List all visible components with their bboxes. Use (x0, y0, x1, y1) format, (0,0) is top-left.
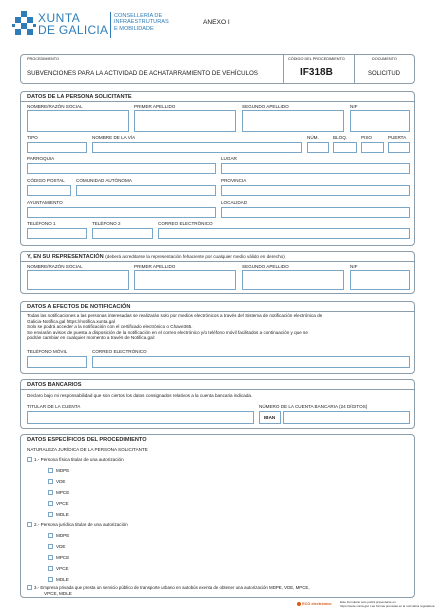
applicant-type-label: TIPO (27, 135, 38, 140)
opt2-mdle-label: MDLE (56, 577, 69, 582)
applicant-nif-field[interactable] (350, 110, 410, 132)
applicant-street-label: NOMBRE DE LA VÍA (92, 135, 136, 140)
option-3-label-line-1: 3.- Empresa privada que presta un servicio público de transporte urbano en autobús exenta de obtener una autorización MDPE, VDE, MPCE, (34, 585, 310, 590)
procedure-value: SUBVENCIONES PARA LA ACTIVIDAD DE ACHATARRAMIENTO DE VEHÍCULOS (27, 70, 258, 77)
bank-account-field[interactable] (283, 411, 410, 424)
notification-text (27, 313, 412, 341)
opt1-mdpe-checkbox[interactable] (48, 468, 53, 473)
applicant-province-field[interactable] (221, 185, 410, 196)
opt1-vde-label: VDE (56, 479, 66, 484)
opt2-vpce-checkbox[interactable] (48, 566, 53, 571)
applicant-surname2-field[interactable] (242, 110, 344, 132)
notification-title: DATOS A EFECTOS DE NOTIFICACIÓN (27, 304, 131, 310)
notification-mobile-field[interactable] (27, 356, 87, 368)
applicant-num-field[interactable] (307, 142, 329, 153)
option-2-label: 2.- Persona jurídica titular de una autorización (34, 522, 128, 527)
footer-note-line-1: Este formulario solo podrá presentarse en (340, 601, 396, 604)
dept-line-3: E MOBILIDADE (114, 25, 154, 32)
rep-surname1-field[interactable] (134, 270, 236, 290)
header-divider (110, 12, 111, 38)
opt1-vpce-label: VPCE (56, 501, 69, 506)
logo-text-galicia: DE GALICIA (38, 23, 109, 37)
bank-holder-field[interactable] (27, 411, 254, 424)
bank-title-rule (20, 389, 415, 390)
specific-subtitle: NATURALEZA JURÍDICA DE LA PERSONA SOLICITANTE (27, 447, 148, 452)
applicant-door-label: PUERTA (388, 135, 407, 140)
option-2-checkbox[interactable] (27, 522, 32, 527)
document-value: SOLICITUD (368, 71, 401, 77)
representative-title-note: (deberá acreditarse la representación fehaciente por cualquier medio válido en derecho) (105, 254, 285, 259)
applicant-title: DATOS DE LA PERSONA SOLICITANTE (27, 94, 132, 100)
applicant-council-label: AYUNTAMIENTO (27, 200, 63, 205)
code-value: IF318B (300, 67, 333, 78)
applicant-block-field[interactable] (333, 142, 357, 153)
annex-label: ANEXO I (203, 19, 230, 26)
option-1-label: 1.- Persona física titular de una autorización (34, 457, 124, 462)
opt1-mpce-label: MPCE (56, 490, 70, 495)
footer-brand (297, 602, 332, 606)
notification-line-1: Todas las notificaciones a las personas interesadas se realizarán solo por medios electrónicos a través del Sistema de notificación electrónica de (27, 313, 323, 318)
applicant-door-field[interactable] (388, 142, 410, 153)
code-label: CÓDIGO DEL PROCEDIMIENTO (288, 57, 345, 61)
applicant-floor-label: PISO (361, 135, 372, 140)
logo-text-xunta: XUNTA (38, 11, 81, 25)
bank-iban-label: IBAN (264, 415, 276, 420)
applicant-province-label: PROVINCIA (221, 178, 247, 183)
applicant-region-label: COMUNIDAD AUTÓNOMA (76, 178, 132, 183)
opt2-mpce-checkbox[interactable] (48, 555, 53, 560)
option-3-checkbox[interactable] (27, 585, 32, 590)
xunta-emblem-icon (12, 11, 36, 35)
opt2-vde-label: VDE (56, 544, 66, 549)
representative-title-text: Y, EN SU REPRESENTACIÓN (27, 254, 104, 260)
opt1-mdle-checkbox[interactable] (48, 512, 53, 517)
applicant-phone2-label: TELÉFONO 2 (92, 221, 121, 226)
procedure-divider-2 (354, 54, 355, 84)
document-label: DOCUMENTO (372, 57, 397, 61)
option-3-label-line-2: VPCE, MDLE (44, 591, 72, 596)
rep-surname1-label: PRIMER APELLIDO (134, 264, 176, 269)
opt2-mdle-checkbox[interactable] (48, 577, 53, 582)
footer-note-line-2: https://sede.xunta.gal. Las formas previstas en la normativa reguladora (340, 603, 435, 608)
notification-line-2: Galicia-Notifica.gal https://notifica.xunta.gal (27, 318, 115, 324)
applicant-locality-label: LOCALIDAD (221, 200, 248, 205)
representative-title-rule (20, 261, 415, 262)
applicant-region-field[interactable] (76, 185, 216, 196)
rep-nif-field[interactable] (350, 270, 410, 290)
notification-line-4: Se enviarán avisos de puesta a disposición de la notificación en el correo electrónico y/o teléfono móvil facilitados a continuación y que se (27, 329, 308, 335)
eco-icon (297, 602, 301, 606)
opt2-mdpe-checkbox[interactable] (48, 533, 53, 538)
applicant-num-label: NÚM. (307, 135, 319, 140)
notification-email-label: CORREO ELECTRÓNICO (92, 349, 147, 354)
opt1-vpce-checkbox[interactable] (48, 501, 53, 506)
applicant-place-field[interactable] (221, 163, 410, 174)
bank-title: DATOS BANCARIOS (27, 382, 82, 388)
opt1-mdpe-label: MDPE (56, 468, 70, 473)
department-name (114, 13, 169, 32)
rep-nif-label: NIF (350, 264, 358, 269)
bank-statement: Declaro bajo mi responsabilidad que son ciertos los datos consignados relativos a la cuenta bancaria indicada. (27, 393, 253, 398)
dept-line-2: INFRAESTRUTURAS (114, 19, 169, 26)
applicant-phone2-field[interactable] (92, 228, 153, 239)
notification-line-5: podrán cambiar en cualquier momento a través de Notifica.gal: (27, 335, 155, 341)
opt1-vde-checkbox[interactable] (48, 479, 53, 484)
representative-title (27, 254, 285, 260)
applicant-phone1-field[interactable] (27, 228, 87, 239)
opt1-mpce-checkbox[interactable] (48, 490, 53, 495)
opt1-mdle-label: MDLE (56, 512, 69, 517)
applicant-surname1-label: PRIMER APELLIDO (134, 104, 176, 109)
notification-title-rule (20, 311, 415, 312)
applicant-surname2-label: SEGUNDO APELLIDO (242, 104, 289, 109)
footer-note (340, 601, 436, 608)
applicant-parish-field[interactable] (27, 163, 216, 174)
bank-account-label: NÚMERO DE LA CUENTA BANCARIA (24 DÍGITOS) (259, 404, 368, 409)
applicant-postal-label: CÓDIGO POSTAL (27, 178, 65, 183)
rep-surname2-field[interactable] (242, 270, 344, 290)
opt2-vpce-label: VPCE (56, 566, 69, 571)
rep-name-field[interactable] (27, 270, 129, 290)
opt2-vde-checkbox[interactable] (48, 544, 53, 549)
footer-brand-text: ECO electrónico (302, 602, 332, 606)
procedure-divider-1 (283, 54, 284, 84)
applicant-parish-label: PARROQUIA (27, 156, 55, 161)
applicant-name-label: NOMBRE/RAZÓN SOCIAL (27, 104, 83, 109)
notification-mobile-label: TELÉFONO MÓVIL (27, 349, 68, 354)
applicant-surname1-field[interactable] (134, 110, 236, 132)
applicant-phone1-label: TELÉFONO 1 (27, 221, 56, 226)
applicant-street-field[interactable] (92, 142, 302, 153)
applicant-name-field[interactable] (27, 110, 129, 132)
applicant-locality-field[interactable] (221, 207, 410, 218)
xunta-logo (12, 9, 107, 39)
notification-line-3: Solo se podrá acceder a la notificación con el certificado electrónico o Chave365. (27, 324, 193, 330)
applicant-nif-label: NIF (350, 104, 358, 109)
applicant-floor-field[interactable] (361, 142, 384, 153)
rep-surname2-label: SEGUNDO APELLIDO (242, 264, 289, 269)
applicant-email-label: CORREO ELECTRÓNICO (158, 221, 213, 226)
notification-email-field[interactable] (92, 356, 410, 368)
opt2-mpce-label: MPCE (56, 555, 70, 560)
procedure-label: PROCEDIMIENTO (27, 57, 59, 61)
applicant-block-label: BLOQ. (333, 135, 348, 140)
applicant-type-field[interactable] (27, 142, 87, 153)
dept-line-1: CONSELLERÍA DE (114, 13, 163, 19)
rep-name-label: NOMBRE/RAZÓN SOCIAL (27, 264, 83, 269)
procedure-box (20, 54, 415, 84)
opt2-mdpe-label: MDPE (56, 533, 70, 538)
applicant-place-label: LUGAR (221, 156, 237, 161)
applicant-council-field[interactable] (27, 207, 216, 218)
specific-title: DATOS ESPECÍFICOS DEL PROCEDIMIENTO (27, 437, 147, 443)
option-1-checkbox[interactable] (27, 457, 32, 462)
applicant-title-rule (20, 101, 415, 102)
applicant-email-field[interactable] (158, 228, 410, 239)
bank-holder-label: TITULAR DE LA CUENTA (27, 404, 81, 409)
applicant-postal-field[interactable] (27, 185, 71, 196)
